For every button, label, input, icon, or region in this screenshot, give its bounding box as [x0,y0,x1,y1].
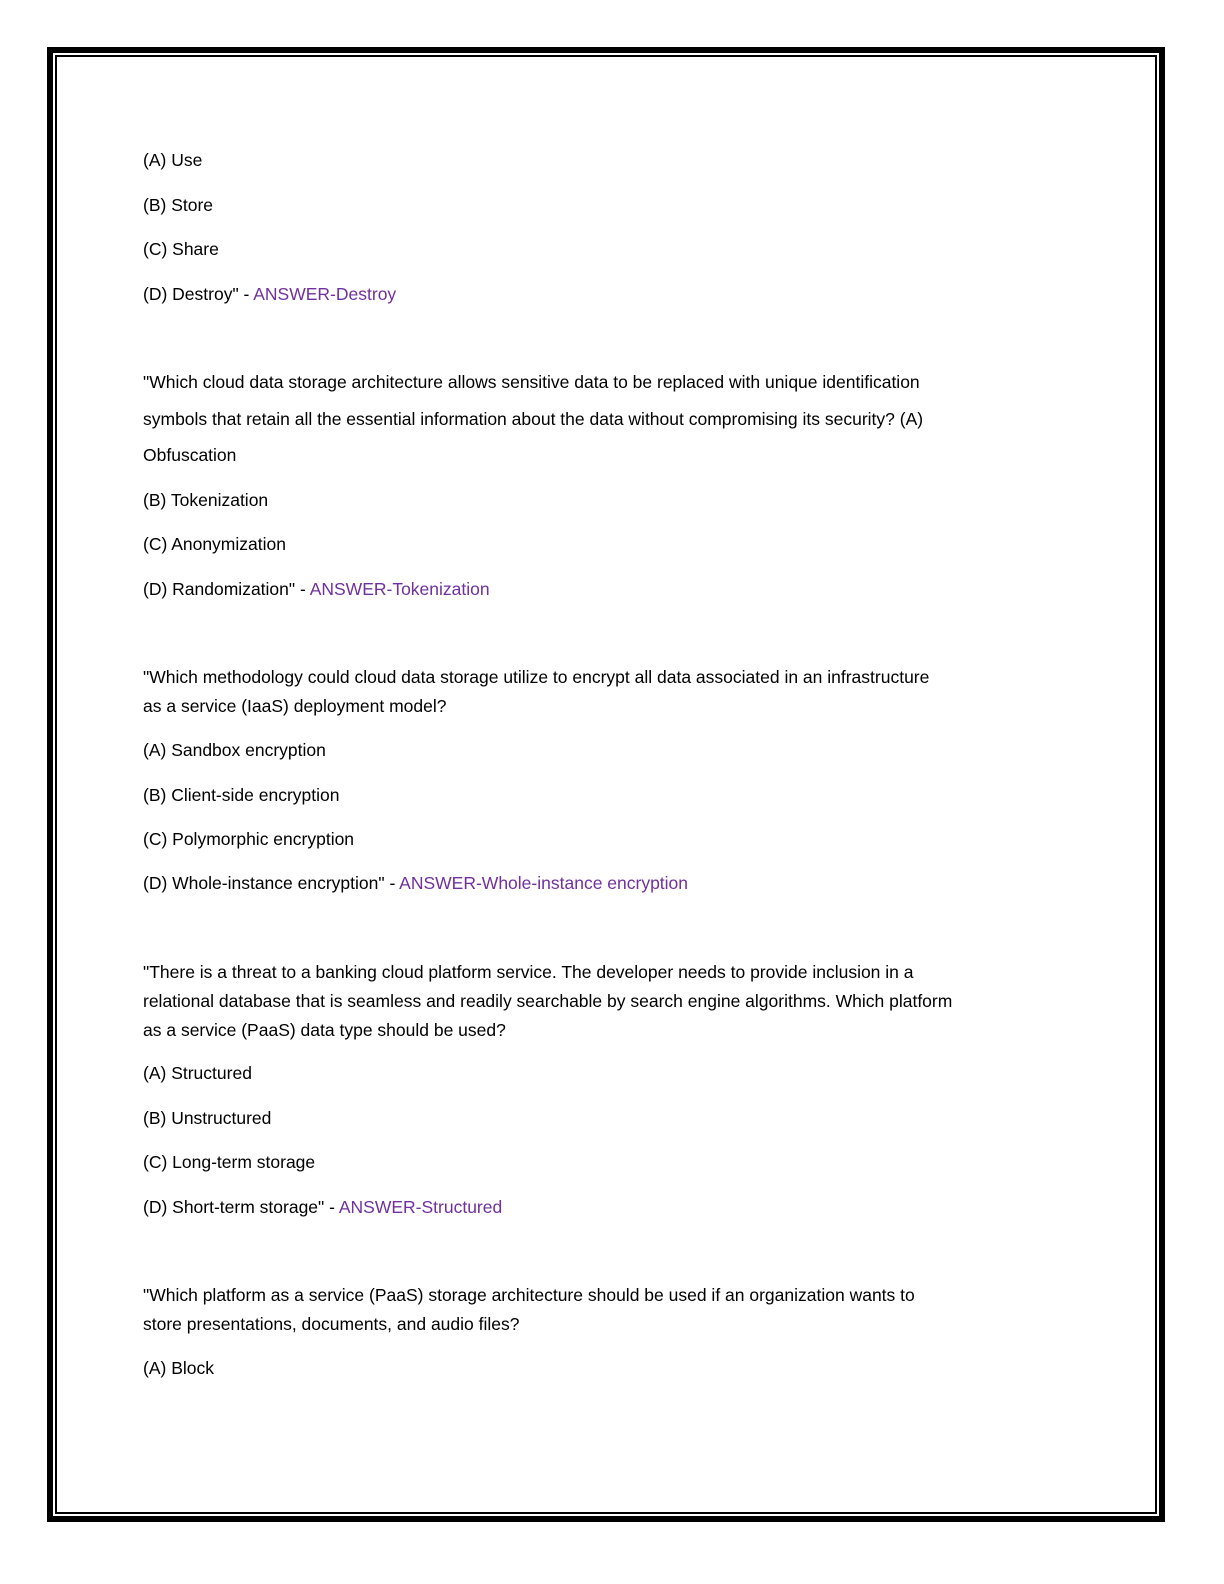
option-with-answer [143,1196,502,1218]
option: (D) Whole-instance encryption" - [143,873,400,893]
option: (B) Unstructured [143,1108,272,1128]
answer: ANSWER-Tokenization [309,579,490,599]
option: (B) Client-side encryption [143,785,340,805]
question-line: "There is a threat to a banking cloud platform service. The developer needs to provide inclusion in a [143,962,914,982]
option: (C) Long-term storage [143,1152,316,1172]
option-with-answer [143,283,396,305]
option: (C) Share [143,239,219,259]
answer: ANSWER-Structured [338,1197,503,1217]
question-line: "Which platform as a service (PaaS) storage architecture should be used if an organization wants to [143,1285,915,1305]
question-line: "Which cloud data storage architecture allows sensitive data to be replaced with unique identification [143,372,920,392]
answer: ANSWER-Destroy [253,284,397,304]
option: (A) Use [143,150,203,170]
option: (D) Short-term storage" - [143,1197,339,1217]
option-with-answer [143,872,688,894]
option: (B) Store [143,195,214,215]
option: (B) Tokenization [143,490,269,510]
question-line: as a service (PaaS) data type should be used? [143,1020,506,1040]
option: (D) Destroy" - [143,284,254,304]
option: (A) Structured [143,1063,252,1083]
question-line: Obfuscation [143,445,237,465]
question-line: store presentations, documents, and audio files? [143,1314,520,1334]
option: (D) Randomization" - [143,579,310,599]
option: (A) Sandbox encryption [143,740,326,760]
answer: ANSWER-Whole-instance encryption [399,873,689,893]
question-line: as a service (IaaS) deployment model? [143,696,447,716]
option: (C) Polymorphic encryption [143,829,355,849]
option: (C) Anonymization [143,534,286,554]
option-with-answer [143,578,490,600]
question-line: symbols that retain all the essential information about the data without compromising its security? (A) [143,409,924,429]
question-line: "Which methodology could cloud data storage utilize to encrypt all data associated in an infrastructure [143,667,930,687]
option: (A) Block [143,1358,214,1378]
question-line: relational database that is seamless and readily searchable by search engine algorithms. Which platform [143,991,953,1011]
